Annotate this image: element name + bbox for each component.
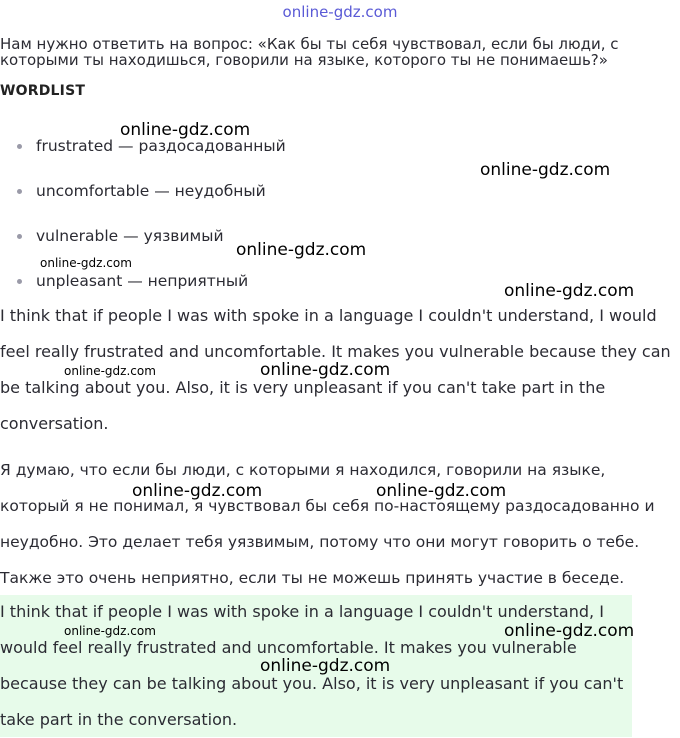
wordlist-item-text: frustrated — раздосадованный [36, 137, 286, 155]
wordlist-item-text: vulnerable — уязвимый [36, 227, 224, 245]
bullet-icon [17, 144, 22, 149]
answer-russian: Я думаю, что если бы люди, с которыми я находился, говорили на языке, который я не понимал, я чувствовал бы себя по-настоящему раздосадованно и неудобно. Это делает тебя уязвимым, потому что они могут говорить о тебе. Также это очень неприятно, если ты не можешь принять участие в беседе. [0, 461, 655, 587]
watermark: online-gdz.com [132, 481, 263, 501]
question-text: Нам нужно ответить на вопрос: «Как бы ты себя чувствовал, если бы люди, с [0, 35, 619, 53]
watermark: online-gdz.com [260, 656, 391, 676]
answer-english: I think that if people I was with spoke in a language I couldn't understand, I would feel really frustrated and uncomfortable. It makes you vulnerable because they can be talking about you. Also, it is very unpleasant if you can't take part in the conversation. [0, 306, 671, 433]
bullet-icon [17, 234, 22, 239]
watermark: online-gdz.com [64, 364, 156, 378]
watermark: online-gdz.com [376, 481, 507, 501]
wordlist-item-text: unpleasant — неприятный [36, 272, 249, 290]
watermark: online-gdz.com [64, 624, 156, 638]
watermark: online-gdz.com [504, 621, 635, 641]
wordlist-item-text: uncomfortable — неудобный [36, 182, 266, 200]
wordlist-title: WORDLIST [0, 83, 86, 99]
watermark: online-gdz.com [40, 256, 132, 270]
wordlist-item [0, 179, 286, 224]
bullet-icon [17, 279, 22, 284]
watermark: online-gdz.com [480, 160, 611, 180]
question-text-cut [0, 51, 660, 76]
question-text-cut-line: которыми ты находишься, говорили на языке, которого ты не понимаешь?» [0, 51, 608, 69]
wordlist-item [0, 134, 286, 179]
wordlist [0, 134, 286, 314]
bullet-icon [17, 189, 22, 194]
watermark: online-gdz.com [260, 360, 391, 380]
watermark: online-gdz.com [120, 120, 251, 140]
site-header[interactable]: online-gdz.com [282, 3, 398, 21]
answer-english-highlighted: I think that if people I was with spoke in a language I couldn't understand, I would feel really frustrated and uncomfortable. It makes you vulnerable because they can be talking about you. Also, it is very unpleasant if you can't take part in the conversation. [0, 602, 624, 729]
watermark: online-gdz.com [504, 281, 635, 301]
wordlist-item [0, 224, 286, 269]
watermark: online-gdz.com [236, 240, 367, 260]
